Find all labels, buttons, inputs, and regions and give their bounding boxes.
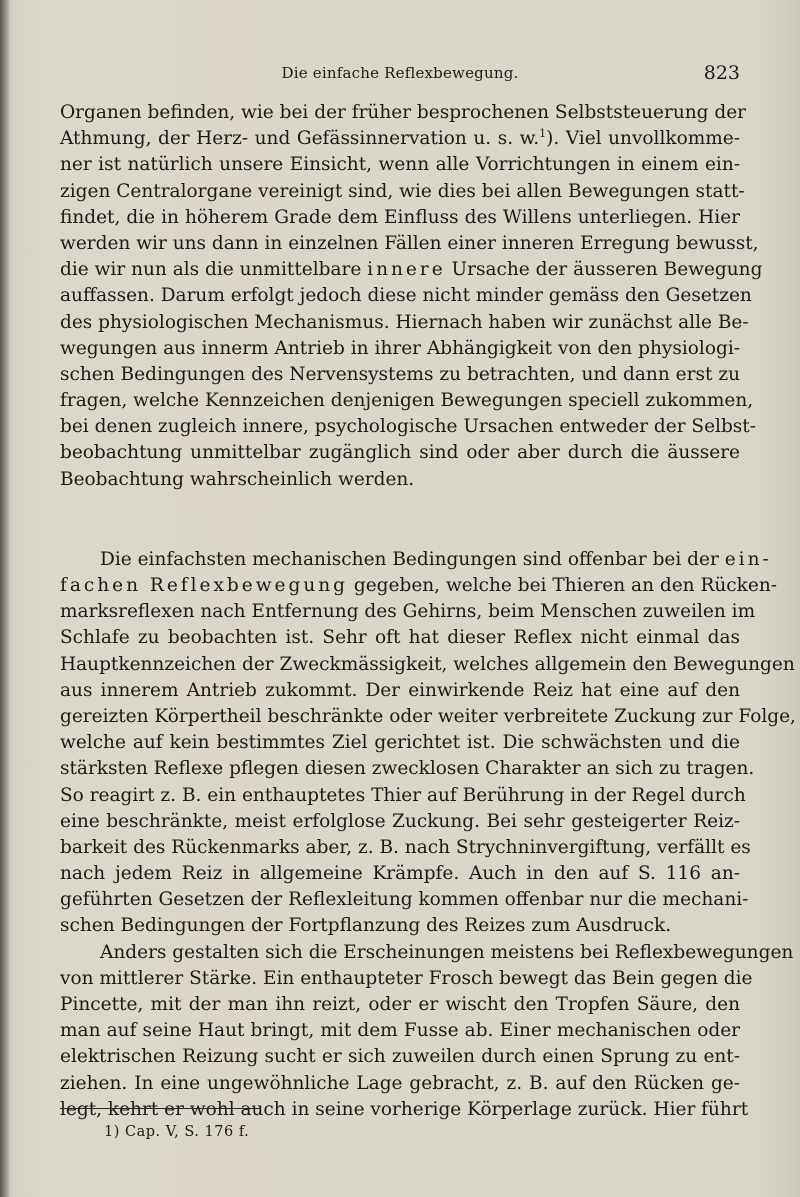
text-line: gereizten Körpertheil beschränkte oder weiter verbreitete Zuckung zur Folge, bbox=[60, 705, 796, 727]
text-line bbox=[60, 573, 777, 599]
emphasized-word: ein- bbox=[724, 548, 772, 570]
text-line: Schlafe zu beobachten ist. Sehr oft hat dieser Reflex nicht einmal das bbox=[60, 627, 740, 649]
text-line: elektrischen Reizung sucht er sich zuweilen durch einen Sprung zu ent- bbox=[60, 1046, 740, 1068]
text-line bbox=[60, 126, 740, 152]
text-line: Beobachtung wahrscheinlich werden. bbox=[60, 468, 415, 490]
text-line: Anders gestalten sich die Erscheinungen meistens bei Reflexbewegungen bbox=[100, 941, 794, 963]
text-fragment: gegeben, welche bei Thieren an den Rücken- bbox=[348, 575, 777, 596]
text-line: fragen, welche Kennzeichen denjenigen Bewegungen speciell zukommen, bbox=[60, 390, 754, 412]
text-line: ziehen. In eine ungewöhnliche Lage gebracht, z. B. auf den Rücken ge- bbox=[60, 1072, 740, 1094]
book-spine-shadow bbox=[0, 0, 10, 1197]
text-fragment: Athmung, der Herz- und Gefässinnervation u. s. w. bbox=[60, 128, 540, 150]
text-fragment: Die einfachsten mechanischen Bedingungen sind offenbar bei der bbox=[100, 548, 725, 570]
text-line: findet, die in höherem Grade dem Einfluss des Willens unterliegen. Hier bbox=[60, 206, 740, 228]
text-line: auffassen. Darum erfolgt jedoch diese nicht minder gemäss den Gesetzen bbox=[60, 285, 752, 307]
text-line: schen Bedingungen der Fortpflanzung des Reizes zum Ausdruck. bbox=[60, 915, 672, 937]
page-header bbox=[60, 62, 740, 88]
text-line: legt, kehrt er wohl auch in seine vorherige Körperlage zurück. Hier führt bbox=[60, 1098, 749, 1120]
text-line: stärksten Reflexe pflegen diesen zwecklosen Charakter an sich zu tragen. bbox=[60, 758, 755, 780]
text-line: schen Bedingungen des Nervensystems zu betrachten, und dann erst zu bbox=[60, 363, 740, 385]
text-line: zigen Centralorgane vereinigt sind, wie dies bei allen Bewegungen statt- bbox=[60, 180, 745, 202]
text-line: Pincette, mit der man ihn reizt, oder er wischt den Tropfen Säure, den bbox=[60, 994, 740, 1015]
text-line: barkeit des Rückenmarks aber, z. B. nach Strychninvergiftung, verfällt es bbox=[60, 836, 751, 858]
text-line: man auf seine Haut bringt, mit dem Fusse ab. Einer mechanischen oder bbox=[60, 1020, 740, 1042]
text-line: marksreflexen nach Entfernung des Gehirns, beim Menschen zuweilen im bbox=[60, 601, 756, 623]
text-line bbox=[60, 547, 772, 573]
text-line: bei denen zugleich innere, psychologische Ursachen entweder der Selbst- bbox=[60, 416, 756, 438]
text-line: So reagirt z. B. ein enthauptetes Thier auf Berührung in der Regel durch bbox=[60, 784, 746, 806]
text-fragment: Ursache der äusseren Bewegung bbox=[445, 259, 763, 281]
page-number: 823 bbox=[703, 62, 740, 84]
running-title: Die einfache Reflexbewegung. bbox=[281, 64, 519, 82]
footnote-marker: 1) bbox=[104, 1124, 120, 1140]
text-line: von mittlerer Stärke. Ein enthaupteter Frosch bewegt das Bein gegen die bbox=[60, 967, 753, 989]
text-line: nach jedem Reiz in allgemeine Krämpfe. Auch in den auf S. 116 an- bbox=[60, 863, 740, 885]
text-line: des physiologischen Mechanismus. Hiernach haben wir zunächst alle Be- bbox=[60, 311, 749, 333]
paragraph-gap bbox=[60, 493, 740, 547]
text-fragment: ). Viel unvollkomme- bbox=[546, 128, 741, 150]
text-line: aus innerem Antrieb zukommt. Der einwirkende Reiz hat eine auf den bbox=[60, 679, 740, 701]
text-line: ner ist natürlich unsere Einsicht, wenn alle Vorrichtungen in einem ein- bbox=[60, 154, 740, 176]
body-text bbox=[60, 100, 796, 1123]
text-line: beobachtung unmittelbar zugänglich sind oder aber durch die äussere bbox=[60, 442, 740, 464]
emphasized-term: fachen Reflexbewegung bbox=[60, 575, 349, 596]
text-line bbox=[60, 257, 763, 283]
emphasized-word: innere bbox=[367, 259, 446, 281]
text-line: geführten Gesetzen der Reflexleitung kommen offenbar nur die mechani- bbox=[60, 889, 749, 911]
text-line: eine beschränkte, meist erfolglose Zuckung. Bei sehr gesteigerter Reiz- bbox=[60, 810, 740, 832]
footnote-text: Cap. V, S. 176 f. bbox=[125, 1124, 250, 1140]
text-line: welche auf kein bestimmtes Ziel gerichtet ist. Die schwächsten und die bbox=[60, 732, 740, 754]
text-line: Hauptkennzeichen der Zweckmässigkeit, welches allgemein den Bewegungen bbox=[60, 653, 795, 675]
text-line: wegungen aus innerm Antrieb in ihrer Abhängigkeit von den physiologi- bbox=[60, 337, 740, 359]
footnote bbox=[104, 1124, 249, 1140]
footnote-reference[interactable]: 1 bbox=[539, 127, 547, 141]
text-line: werden wir uns dann in einzelnen Fällen einer inneren Erregung bewusst, bbox=[60, 232, 759, 254]
text-fragment: die wir nun als die unmittelbare bbox=[60, 259, 368, 281]
footnote-divider bbox=[60, 1108, 260, 1109]
text-line: Organen befinden, wie bei der früher besprochenen Selbststeuerung der bbox=[60, 102, 746, 123]
